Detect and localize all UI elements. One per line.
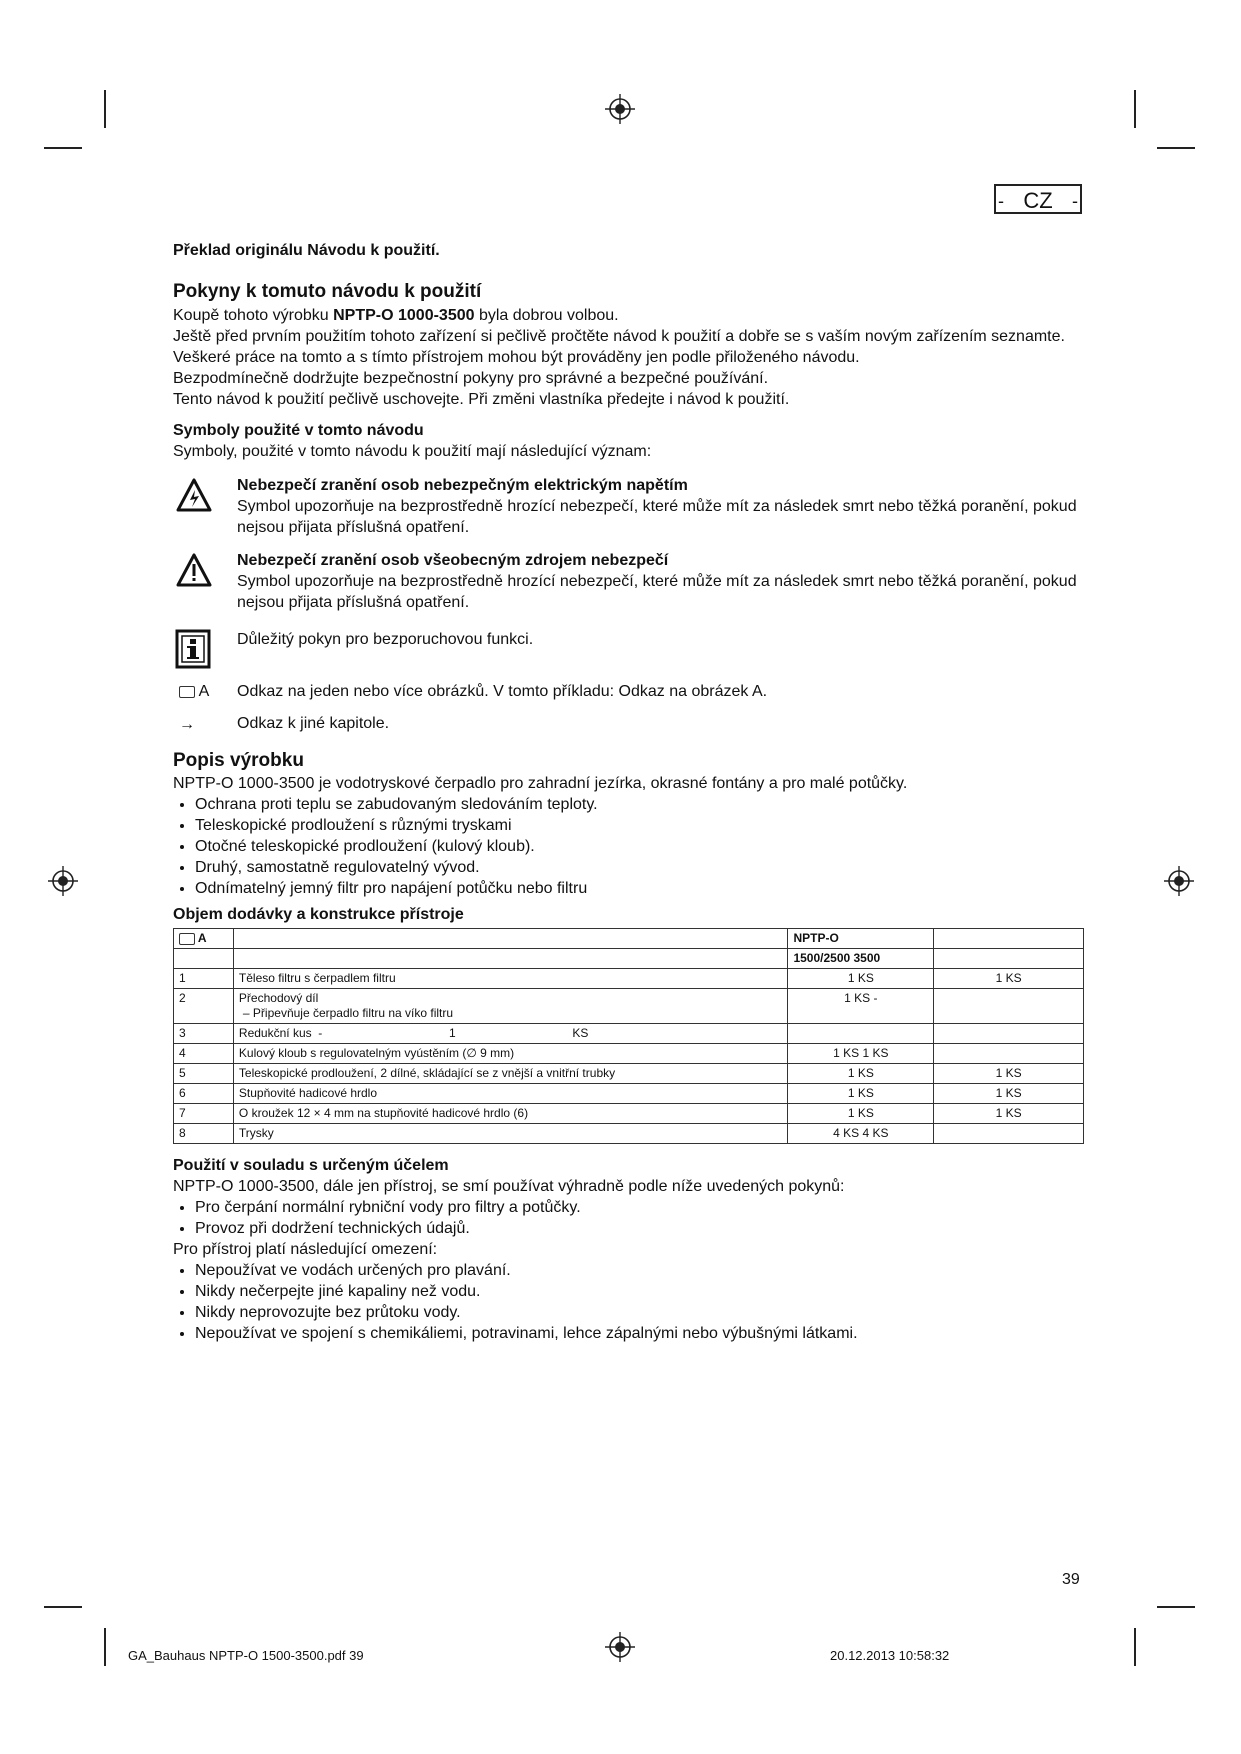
product-title: Popis výrobku bbox=[173, 750, 304, 771]
header-variants-cell: 1500/2500 3500 bbox=[788, 949, 934, 969]
intro-paragraph-2: Bezpodmínečně dodržujte bezpečnostní pokyny pro správné a bezpečné používání. bbox=[173, 370, 769, 387]
row-qty-a: 1 KS bbox=[788, 1064, 934, 1084]
intro-line1 bbox=[173, 305, 1083, 326]
row-qty-a: 1 KS - bbox=[788, 989, 934, 1024]
feature-item: • Otočné teleskopické prodloužení (kulový kloub). bbox=[195, 836, 1083, 857]
figure-box-icon bbox=[179, 933, 195, 945]
row-number: 4 bbox=[174, 1044, 234, 1064]
general-warning-icon bbox=[175, 552, 213, 588]
usage-allowed-item: • Pro čerpání normální rybniční vody pro filtry a potůčky. bbox=[195, 1197, 1083, 1218]
symbol-row-figure bbox=[173, 681, 1083, 702]
crop-mark-top-left-h bbox=[44, 147, 82, 149]
delivery-heading: Objem dodávky a konstrukce přístroje bbox=[173, 906, 464, 923]
crop-mark-bottom-right bbox=[1134, 1628, 1136, 1666]
row-description: Teleskopické prodloužení, 2 dílné, skládající se z vnější a vnitřní trubky bbox=[233, 1064, 788, 1084]
row-qty-a: 1 KS bbox=[788, 1084, 934, 1104]
row-number: 1 bbox=[174, 969, 234, 989]
usage-limit-item: • Nikdy nečerpejte jiné kapaliny než vodu. bbox=[195, 1281, 1083, 1302]
usage-limits-intro: Pro přístroj platí následující omezení: bbox=[173, 1241, 438, 1258]
symbol-general-text: Symbol upozorňuje na bezprostředně hrozící nebezpečí, které může mít za následek smrt nebo těžká poranění, pokud nejsou přijata příslušná opatření. bbox=[237, 573, 1077, 611]
symbol-row-info bbox=[173, 629, 1083, 669]
row-qty-b: 1 KS bbox=[934, 1104, 1084, 1124]
header-empty-cell bbox=[934, 949, 1084, 969]
usage-intro: NPTP-O 1000-3500, dále jen přístroj, se smí používat výhradně podle níže uvedených pokynů: bbox=[173, 1178, 845, 1195]
page-content bbox=[173, 240, 1083, 1344]
crop-mark-bottom-left bbox=[104, 1628, 106, 1666]
intro-line1-post: byla dobrou volbou. bbox=[474, 307, 619, 324]
crop-mark-bottom-right-h bbox=[1157, 1606, 1195, 1608]
row-number: 5 bbox=[174, 1064, 234, 1084]
header-model-cell: NPTP-O bbox=[788, 929, 934, 949]
row-description: O kroužek 12 × 4 mm na stupňovité hadicové hrdlo (6) bbox=[233, 1104, 788, 1124]
row-qty-b: 1 KS bbox=[934, 1084, 1084, 1104]
footer-filename: GA_Bauhaus NPTP-O 1500-3500.pdf 39 bbox=[128, 1648, 364, 1663]
footer-timestamp: 20.12.2013 10:58:32 bbox=[830, 1648, 950, 1663]
symbol-arrow-text: Odkaz k jiné kapitole. bbox=[237, 715, 390, 732]
row-description: Trysky bbox=[233, 1124, 788, 1144]
table-row bbox=[174, 969, 1084, 989]
table-header-row bbox=[174, 949, 1084, 969]
product-intro: NPTP-O 1000-3500 je vodotryskové čerpadlo pro zahradní jezírka, okrasné fontány a pro malé potůčky. bbox=[173, 775, 908, 792]
row-number: 2 bbox=[174, 989, 234, 1024]
electric-warning-icon bbox=[175, 477, 213, 513]
row-qty-a: 1 KS bbox=[788, 1104, 934, 1124]
usage-heading: Použití v souladu s určeným účelem bbox=[173, 1157, 449, 1174]
feature-item: • Odnímatelný jemný filtr pro napájení potůčku nebo filtru bbox=[195, 878, 1083, 899]
row-qty-a bbox=[788, 1024, 934, 1044]
language-label: CZ bbox=[1023, 188, 1053, 213]
header-ref-label: A bbox=[197, 931, 207, 945]
row-description: Kulový kloub s regulovatelným vyústěním (∅ 9 mm) bbox=[233, 1044, 788, 1064]
row-number: 3 bbox=[174, 1024, 234, 1044]
info-icon bbox=[175, 629, 211, 669]
product-features bbox=[173, 794, 1083, 899]
crop-mark-bottom-left-h bbox=[44, 1606, 82, 1608]
row-qty-b bbox=[934, 1124, 1084, 1144]
intro-title: Pokyny k tomuto návodu k použití bbox=[173, 281, 482, 302]
row-number: 7 bbox=[174, 1104, 234, 1124]
row-description-cell bbox=[233, 989, 788, 1024]
registration-mark-left bbox=[48, 866, 78, 896]
symbol-general-title: Nebezpečí zranění osob všeobecným zdrojem nebezpečí bbox=[237, 552, 669, 569]
feature-item: • Teleskopické prodloužení s různými tryskami bbox=[195, 815, 1083, 836]
figure-ref-label: A bbox=[198, 683, 210, 700]
row-qty-b: 1 KS bbox=[934, 969, 1084, 989]
row-qty-b: 1 KS bbox=[934, 1064, 1084, 1084]
page-number: 39 bbox=[1062, 1571, 1080, 1588]
intro-paragraph-3: Tento návod k použití pečlivě uschovejte. Při změni vlastníka předejte i návod k použití. bbox=[173, 391, 790, 408]
row-number: 8 bbox=[174, 1124, 234, 1144]
row-qty-a: 1 KS bbox=[788, 969, 934, 989]
crop-mark-top-right-h bbox=[1157, 147, 1195, 149]
symbol-row-arrow bbox=[173, 713, 1083, 734]
header-ref-cell bbox=[174, 929, 234, 949]
registration-mark-top bbox=[605, 94, 635, 124]
figure-ref-icon bbox=[179, 681, 209, 702]
figure-box-icon bbox=[179, 686, 195, 698]
row-description: Redukční kus - 1 KS bbox=[233, 1024, 788, 1044]
row-qty-a: 1 KS 1 KS bbox=[788, 1044, 934, 1064]
registration-mark-right bbox=[1164, 866, 1194, 896]
symbol-info-text: Důležitý pokyn pro bezporuchovou funkci. bbox=[237, 631, 534, 648]
header-empty-cell bbox=[174, 949, 234, 969]
table-row bbox=[174, 1104, 1084, 1124]
arrow-right-icon: → bbox=[179, 716, 195, 733]
table-row bbox=[174, 1064, 1084, 1084]
symbol-row-electric bbox=[173, 475, 1083, 538]
row-qty-b bbox=[934, 989, 1084, 1024]
row-qty-b bbox=[934, 1024, 1084, 1044]
intro-paragraph-1: Ještě před prvním použitím tohoto zařízení si pečlivě pročtěte návod k použití a dobře se s vaším novým zařízením seznamte. Veškeré práce na tomto a s tímto přístrojem mohou být prováděny jen podle přiloženého návodu. bbox=[173, 328, 1065, 366]
table-row bbox=[174, 1084, 1084, 1104]
table-row bbox=[174, 989, 1084, 1024]
row-number: 6 bbox=[174, 1084, 234, 1104]
table-row bbox=[174, 1124, 1084, 1144]
crop-mark-top-right bbox=[1134, 90, 1136, 128]
feature-item: • Ochrana proti teplu se zabudovaným sledováním teploty. bbox=[195, 794, 1083, 815]
table-row bbox=[174, 1024, 1084, 1044]
symbol-row-general bbox=[173, 550, 1083, 613]
symbol-electric-title: Nebezpečí zranění osob nebezpečným elektrickým napětím bbox=[237, 477, 688, 494]
language-badge: - CZ - bbox=[994, 184, 1082, 214]
usage-allowed-list bbox=[173, 1197, 1083, 1239]
symbols-heading: Symboly použité v tomto návodu bbox=[173, 422, 424, 439]
table-header-row bbox=[174, 929, 1084, 949]
row-qty-b bbox=[934, 1044, 1084, 1064]
usage-limit-item: • Nikdy neprovozujte bez průtoku vody. bbox=[195, 1302, 1083, 1323]
feature-item: • Druhý, samostatně regulovatelný vývod. bbox=[195, 857, 1083, 878]
symbol-electric-text: Symbol upozorňuje na bezprostředně hrozící nebezpečí, které může mít za následek smrt nebo těžká poranění, pokud nejsou přijata příslušná opatření. bbox=[237, 498, 1077, 536]
symbol-figure-text: Odkaz na jeden nebo více obrázků. V tomto příkladu: Odkaz na obrázek A. bbox=[237, 683, 768, 700]
registration-mark-bottom bbox=[605, 1632, 635, 1662]
table-row bbox=[174, 1044, 1084, 1064]
delivery-table bbox=[173, 928, 1084, 1144]
row-sub-description: – Připevňuje čerpadlo filtru na víko filtru bbox=[242, 1006, 454, 1020]
header-empty-cell bbox=[233, 949, 788, 969]
intro-line1-pre: Koupě tohoto výrobku bbox=[173, 307, 334, 324]
row-description: Přechodový díl bbox=[238, 991, 319, 1005]
row-qty-a: 4 KS 4 KS bbox=[788, 1124, 934, 1144]
usage-limit-item: • Nepoužívat ve spojení s chemikáliemi, potravinami, lehce zápalnými nebo výbušnými látkami. bbox=[195, 1323, 1083, 1344]
usage-limit-item: • Nepoužívat ve vodách určených pro plavání. bbox=[195, 1260, 1083, 1281]
usage-allowed-item: • Provoz při dodržení technických údajů. bbox=[195, 1218, 1083, 1239]
crop-mark-top-left bbox=[104, 90, 106, 128]
intro-product-name: NPTP-O 1000-3500 bbox=[333, 307, 475, 324]
symbols-intro: Symboly, použité v tomto návodu k použití mají následující význam: bbox=[173, 443, 652, 460]
header-empty-cell bbox=[934, 929, 1084, 949]
row-description: Těleso filtru s čerpadlem filtru bbox=[233, 969, 788, 989]
translation-note: Překlad originálu Návodu k použití. bbox=[173, 242, 440, 259]
row-description: Stupňovité hadicové hrdlo bbox=[233, 1084, 788, 1104]
header-empty-cell bbox=[233, 929, 788, 949]
usage-limits-list bbox=[173, 1260, 1083, 1344]
